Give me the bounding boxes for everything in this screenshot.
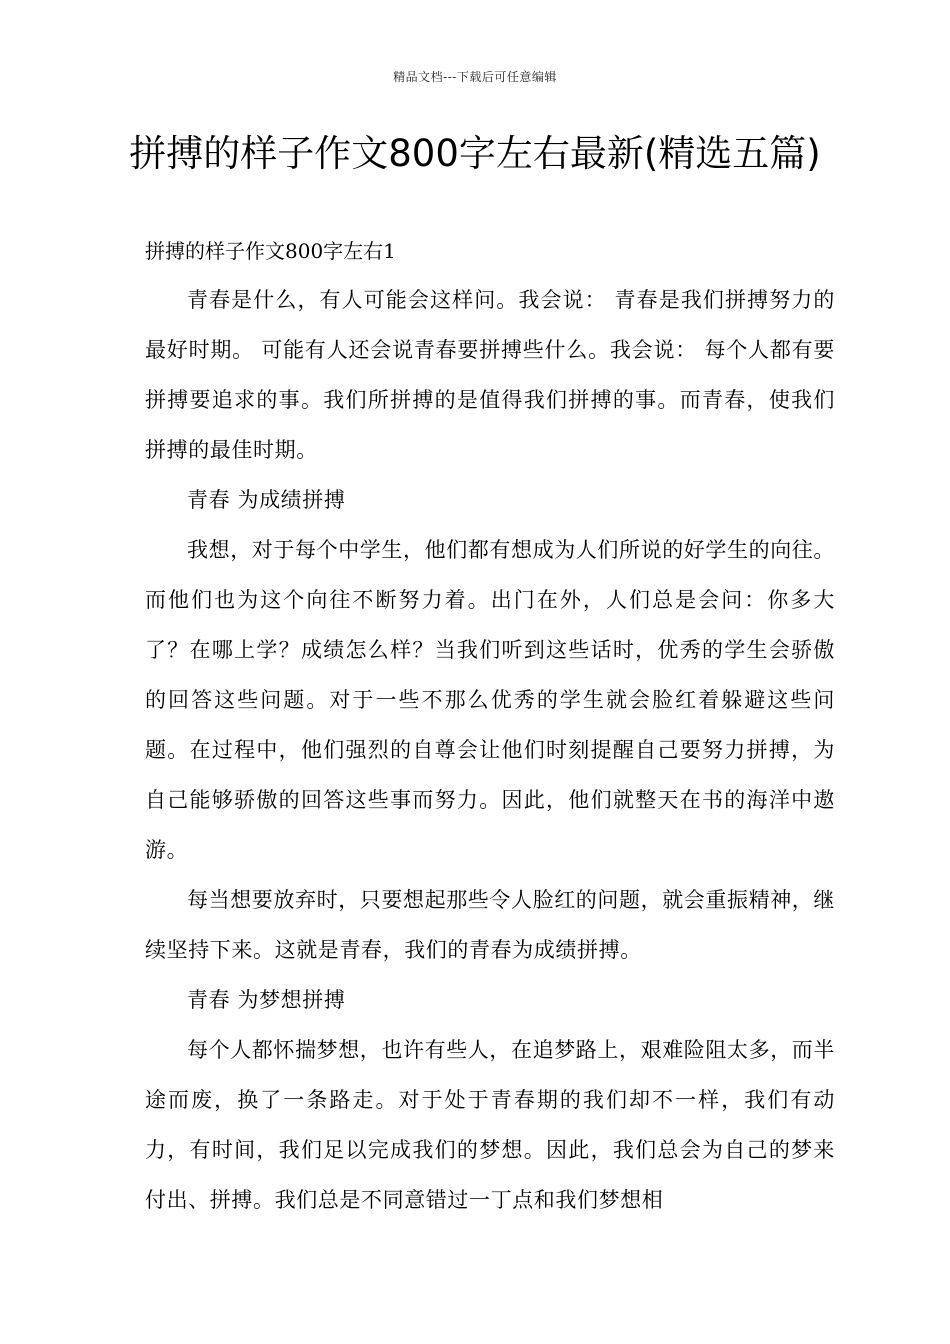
- paragraph-5: 青春 为梦想拼搏: [187, 988, 346, 1012]
- paragraph-6: 每个人都怀揣梦想，也许有些人，在追梦路上，艰难险阻太多，而半途而废，换了一条路走。对于处于青春期的我们却不一样，我们有动力，有时间，我们足以完成我们的梦想。因此，我们总会为自己的梦来付出、拼搏。我们总是不同意错过一丁点和我们梦想相: [145, 1038, 835, 1212]
- section-heading: 拼搏的样子作文800字左右1: [145, 239, 396, 263]
- paragraph-3: 我想，对于每个中学生，他们都有想成为人们所说的好学生的向往。而他们也为这个向往不断努力着。出门在外，人们总是会问：你多大了？在哪上学？成绩怎么样？当我们听到这些话时，优秀的学生会骄傲的回答这些问题。对于一些不那么优秀的学生就会脸红着躲避这些问题。在过程中，他们强烈的自尊会让他们时刻提醒自己要努力拼搏，为自己能够骄傲的回答这些事而努力。因此，他们就整天在书的海洋中遨游。: [145, 538, 835, 862]
- document-title: 拼搏的样子作文800字左右最新(精选五篇): [129, 132, 821, 175]
- page-header: 精品文档---下载后可任意编辑: [393, 70, 557, 84]
- paragraph-2: 青春 为成绩拼搏: [187, 488, 346, 512]
- paragraph-4: 每当想要放弃时，只要想起那些令人脸红的问题，就会重振精神，继续坚持下来。这就是青春，我们的青春为成绩拼搏。: [145, 888, 835, 962]
- paragraph-1: 青春是什么，有人可能会这样问。我会说： 青春是我们拼搏努力的最好时期。 可能有人还会说青春要拼搏些什么。我会说： 每个人都有要拼搏要追求的事。我们所拼搏的是值得我们拼搏的事。而青春，使我们拼搏的最佳时期。: [145, 288, 835, 462]
- document-body: [145, 275, 835, 1225]
